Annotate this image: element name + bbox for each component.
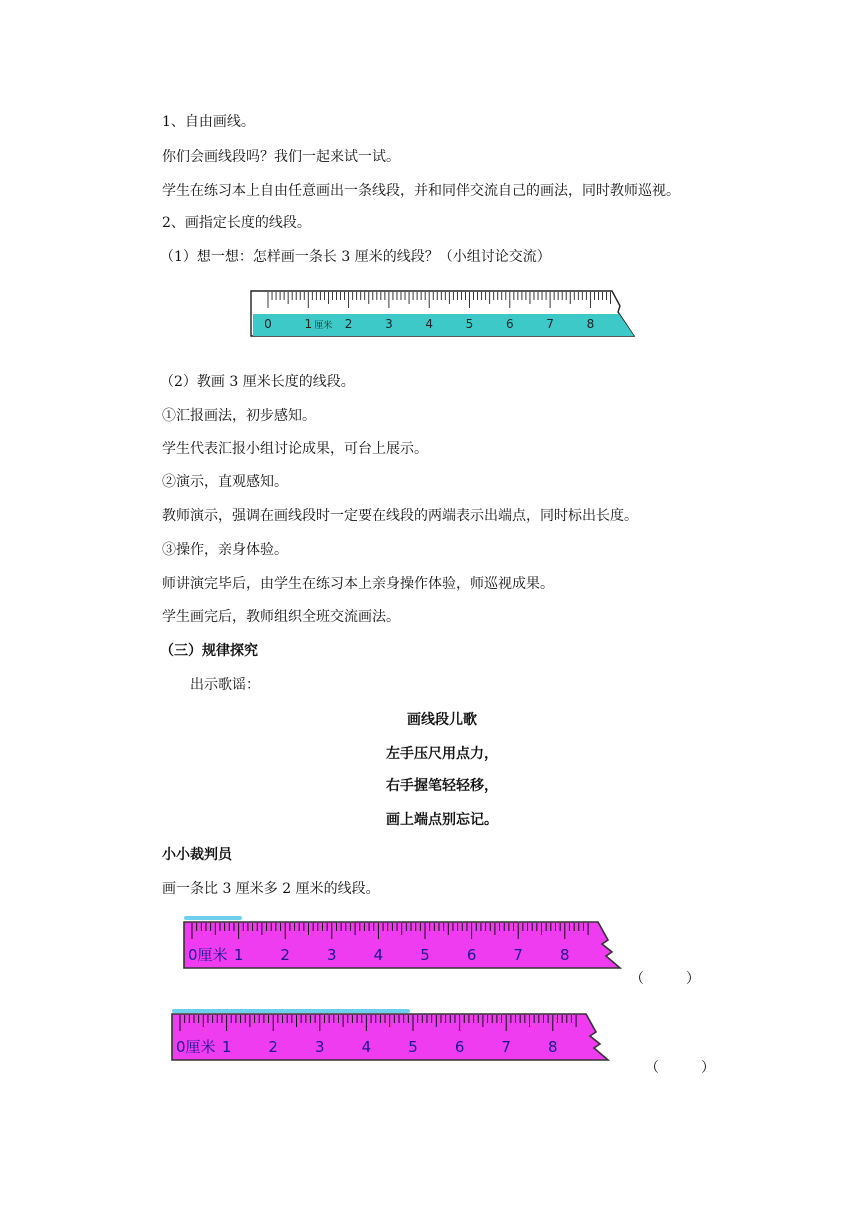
ruler-pink-label: 6 bbox=[466, 946, 477, 964]
ruler-pink-label: 8 bbox=[560, 946, 570, 964]
ruler-teal-label: 3 bbox=[385, 317, 393, 331]
step-3: ③操作，亲身体验。 bbox=[162, 542, 288, 558]
ruler-teal-graphic bbox=[250, 290, 640, 338]
ruler-pink-label: 0厘米 bbox=[188, 946, 228, 964]
judge-heading: 小小裁判员 bbox=[162, 847, 232, 863]
ruler-pink-label: 2 bbox=[268, 1038, 278, 1056]
ruler-pink-1 bbox=[180, 910, 625, 989]
step-3-detail: 师讲演完毕后，由学生在练习本上亲身操作体验，师巡视成果。 bbox=[162, 576, 554, 592]
step-1: ①汇报画法，初步感知。 bbox=[162, 408, 316, 424]
ruler-pink-label: 2 bbox=[280, 946, 290, 964]
ruler-teal-label: 4 bbox=[425, 317, 434, 331]
ruler-teal-unit: 厘米 bbox=[314, 321, 333, 331]
ruler-pink-label: 1 bbox=[221, 1038, 232, 1056]
song-line-3: 画上端点别忘记。 bbox=[386, 812, 498, 828]
song-line-2: 右手握笔轻轻移， bbox=[386, 778, 498, 794]
ruler-pink-label: 4 bbox=[361, 1038, 372, 1056]
ruler-pink-label: 3 bbox=[327, 946, 337, 964]
paragraph-free-draw: 学生在练习本上自由任意画出一条线段，并和同伴交流自己的画法，同时教师巡视。 bbox=[162, 183, 680, 199]
ruler-teal bbox=[250, 290, 640, 342]
ruler-pink-2 bbox=[168, 1002, 613, 1078]
answer-box-2[interactable]: （ ） bbox=[645, 1060, 715, 1076]
ruler-pink-2-graphic bbox=[168, 1002, 613, 1074]
step-2: ②演示，直观感知。 bbox=[162, 474, 288, 490]
item-1: 1、自由画线。 bbox=[162, 114, 255, 130]
ruler-teal-label: 7 bbox=[546, 317, 554, 331]
drawn-segment bbox=[172, 1009, 410, 1013]
question-draw-segment: 你们会画线段吗？我们一起来试一试。 bbox=[162, 149, 400, 165]
ruler-pink-label: 5 bbox=[408, 1038, 418, 1056]
teach-heading: （2）教画 3 厘米长度的线段。 bbox=[160, 374, 355, 390]
ruler-pink-1-graphic bbox=[180, 910, 625, 985]
ruler-pink-label: 7 bbox=[513, 946, 523, 964]
step-3-followup: 学生画完后，教师组织全班交流画法。 bbox=[162, 609, 400, 625]
ruler-pink-label: 4 bbox=[373, 946, 384, 964]
song-line-1: 左手压尺用点力， bbox=[386, 746, 498, 762]
think-prompt: （1）想一想：怎样画一条长 3 厘米的线段？（小组讨论交流） bbox=[160, 249, 551, 265]
rule-heading: （三）规律探究 bbox=[160, 643, 258, 659]
drawn-segment bbox=[184, 916, 242, 920]
ruler-pink-label: 5 bbox=[420, 946, 430, 964]
ruler-pink-label: 1 bbox=[233, 946, 244, 964]
ruler-teal-label: 1 bbox=[304, 317, 313, 331]
ruler-pink-label: 0厘米 bbox=[176, 1038, 216, 1056]
answer-box-1[interactable]: （ ） bbox=[630, 971, 700, 987]
judge-task: 画一条比 3 厘米多 2 厘米的线段。 bbox=[162, 881, 380, 897]
song-title: 画线段儿歌 bbox=[407, 712, 477, 728]
ruler-teal-label: 0 bbox=[264, 317, 272, 331]
ruler-teal-label: 8 bbox=[586, 317, 595, 331]
ruler-pink-label: 7 bbox=[501, 1038, 511, 1056]
ruler-teal-label: 5 bbox=[465, 317, 474, 331]
ruler-teal-label: 6 bbox=[505, 317, 514, 331]
item-2: 2、画指定长度的线段。 bbox=[162, 215, 311, 231]
ruler-pink-label: 3 bbox=[315, 1038, 325, 1056]
ruler-teal-label: 2 bbox=[344, 317, 353, 331]
step-1-detail: 学生代表汇报小组讨论成果，可台上展示。 bbox=[162, 441, 428, 457]
step-2-detail: 教师演示，强调在画线段时一定要在线段的两端表示出端点，同时标出长度。 bbox=[162, 508, 638, 524]
show-song-label: 出示歌谣： bbox=[190, 677, 260, 693]
ruler-pink-label: 6 bbox=[454, 1038, 465, 1056]
ruler-pink-label: 8 bbox=[548, 1038, 558, 1056]
